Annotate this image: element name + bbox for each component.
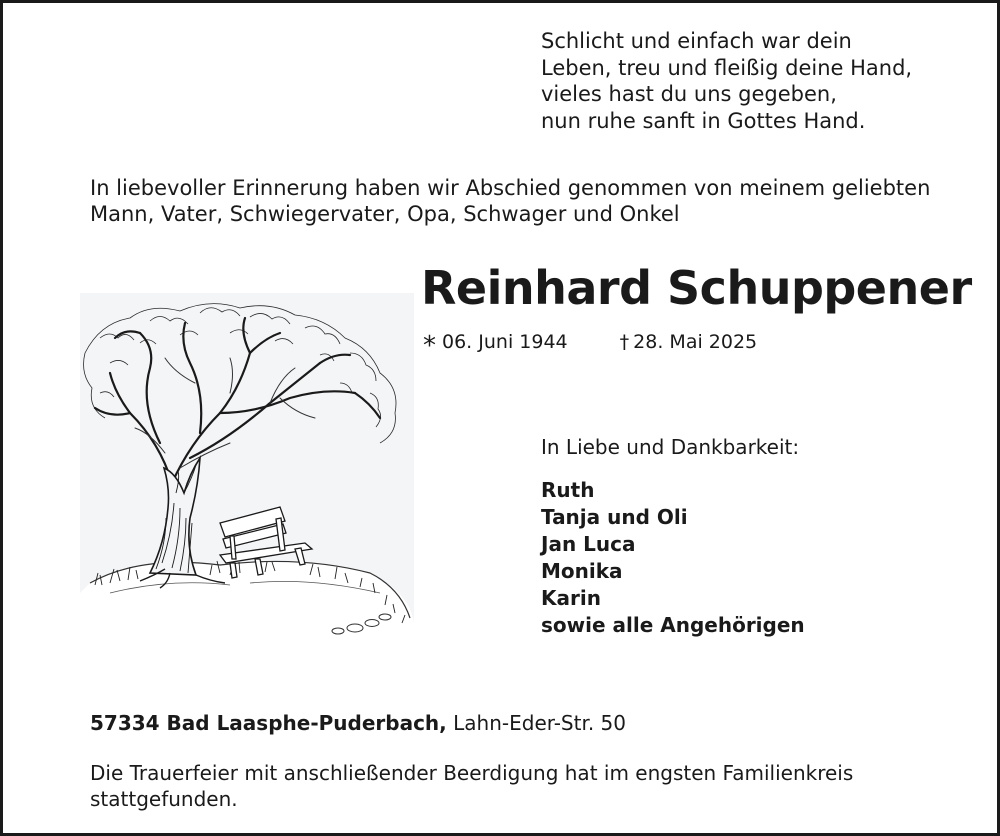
list-item: Ruth	[541, 478, 595, 502]
tree-with-bench-illustration	[80, 293, 414, 661]
mourners-list	[541, 477, 805, 639]
funeral-notice	[90, 760, 853, 812]
notice-line: Die Trauerfeier mit anschließender Beerdigung hat im engsten Familienkreis	[90, 761, 854, 785]
intro-text	[90, 175, 930, 227]
list-item: sowie alle Angehörigen	[541, 613, 805, 637]
list-item: Tanja und Oli	[541, 505, 688, 529]
address	[90, 711, 626, 735]
address-city: 57334 Bad Laasphe-Puderbach,	[90, 711, 447, 735]
poem-line: Schlicht und einfach war dein	[541, 29, 852, 53]
list-item: Karin	[541, 586, 601, 610]
poem-line: vieles hast du uns gegeben,	[541, 82, 837, 106]
death-date: 28. Mai 2025	[633, 331, 758, 353]
mourners-heading: In Liebe und Dankbarkeit:	[541, 435, 800, 459]
notice-line: stattgefunden.	[90, 787, 238, 811]
birth-date: 06. Juni 1944	[442, 331, 568, 353]
poem	[541, 28, 912, 134]
death-symbol: †	[619, 331, 630, 353]
intro-line: In liebevoller Erinnerung haben wir Abschied genommen von meinem geliebten	[90, 176, 931, 200]
address-street: Lahn-Eder-Str. 50	[453, 711, 626, 735]
life-dates	[423, 331, 757, 361]
poem-line: nun ruhe sanft in Gottes Hand.	[541, 108, 866, 133]
list-item: Monika	[541, 559, 623, 583]
list-item: Jan Luca	[541, 532, 636, 556]
birth-symbol: *	[423, 331, 436, 361]
deceased-name: Reinhard Schuppener	[421, 261, 972, 315]
intro-line: Mann, Vater, Schwiegervater, Opa, Schwager und Onkel	[90, 202, 680, 226]
poem-line: Leben, treu und fleißig deine Hand,	[541, 55, 913, 80]
